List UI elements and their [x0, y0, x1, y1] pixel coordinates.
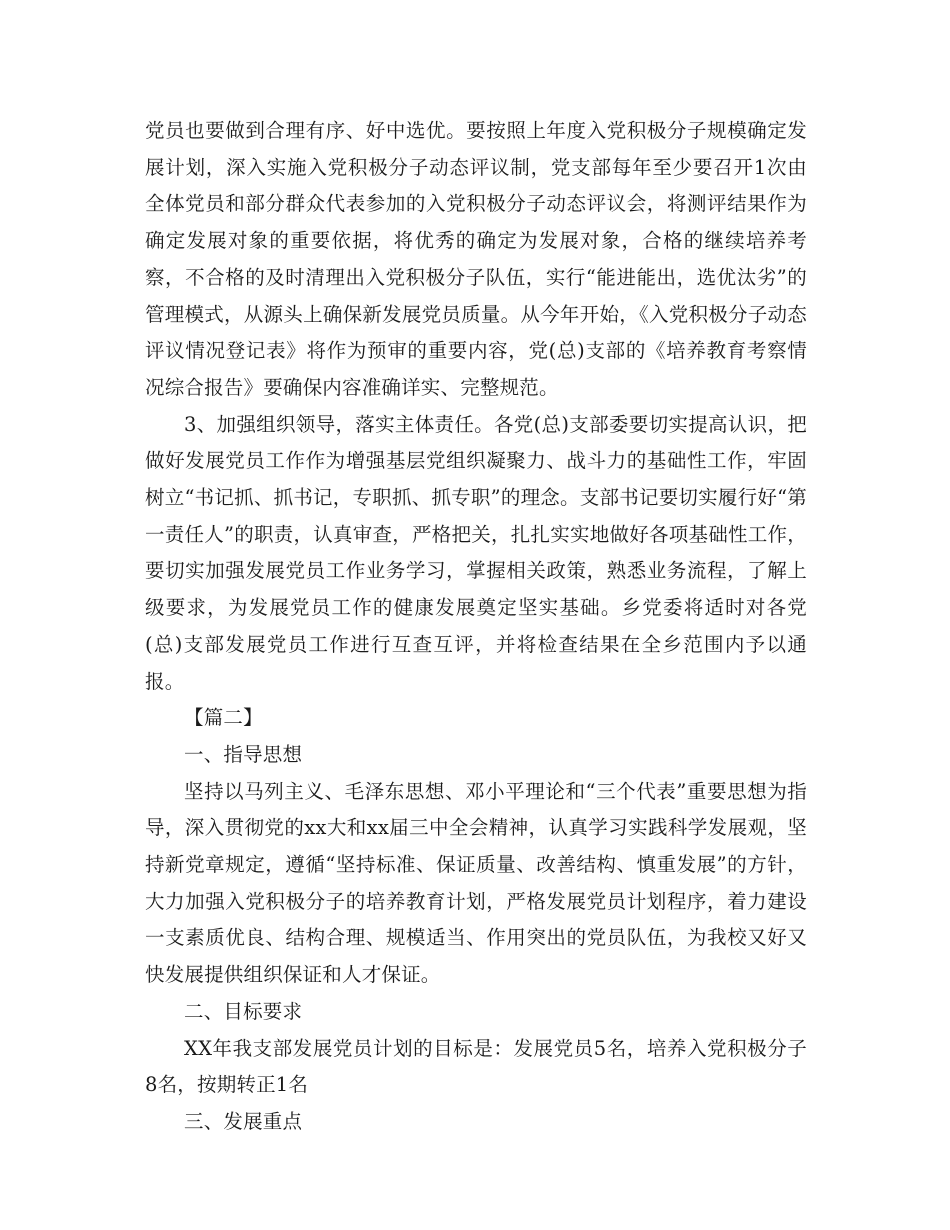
heading-part-two: 【篇二】 — [184, 706, 263, 730]
heading-guiding-ideology: 一、指导思想 — [184, 742, 303, 766]
paragraph-target-requirements: XX年我支部发展党员计划的目标是：发展党员5名，培养入党积极分子8名，按期转正1名 — [145, 1036, 807, 1097]
paragraph-continuation: 党员也要做到合理有序、好中选优。要按照上年度入党积极分子规模确定发展计划，深入实施入党积极分子动态评议制，党支部每年至少要召开1次由全体党员和部分群众代表参加的入党积极分子动态评议会，将测评结果作为确定发展对象的重要依据，将优秀的确定为发展对象，合格的继续培养考察，不合格的及时清理出入党积极分子队伍，实行“能进能出，选优汰劣”的管理模式，从源头上确保新发展党员质量。从今年开始，《入党积极分子动态评议情况登记表》将作为预审的重要内容，党(总)支部的《培养教育考察情况综合报告》要确保内容准确详实、完整规范。 — [145, 119, 807, 399]
heading-development-focus: 三、发展重点 — [184, 1109, 303, 1133]
paragraph-guiding-ideology: 坚持以马列主义、毛泽东思想、邓小平理论和“三个代表”重要思想为指导，深入贯彻党的xx大和xx届三中全会精神，认真学习实践科学发展观，坚持新党章规定，遵循“坚持标准、保证质量、改善结构、慎重发展”的方针，大力加强入党积极分子的培养教育计划，严格发展党员计划程序，着力建设一支素质优良、结构合理、规模适当、作用突出的党员队伍，为我校又好又快发展提供组织保证和人才保证。 — [145, 779, 807, 987]
heading-target-requirements: 二、目标要求 — [184, 999, 303, 1023]
paragraph-section-3: 3、加强组织领导，落实主体责任。各党(总)支部委要切实提高认识，把做好发展党员工作作为增强基层党组织凝聚力、战斗力的基础性工作，牢固树立“书记抓、抓书记，专职抓、抓专职”的理念。支部书记要切实履行好“第一责任人”的职责，认真审查，严格把关，扎扎实实地做好各项基础性工作，要切实加强发展党员工作业务学习，掌握相关政策，熟悉业务流程，了解上级要求，为发展党员工作的健康发展奠定坚实基础。乡党委将适时对各党(总)支部发展党员工作进行互查互评，并将检查结果在全乡范围内予以通报。 — [145, 412, 807, 693]
document-body — [145, 113, 807, 1141]
